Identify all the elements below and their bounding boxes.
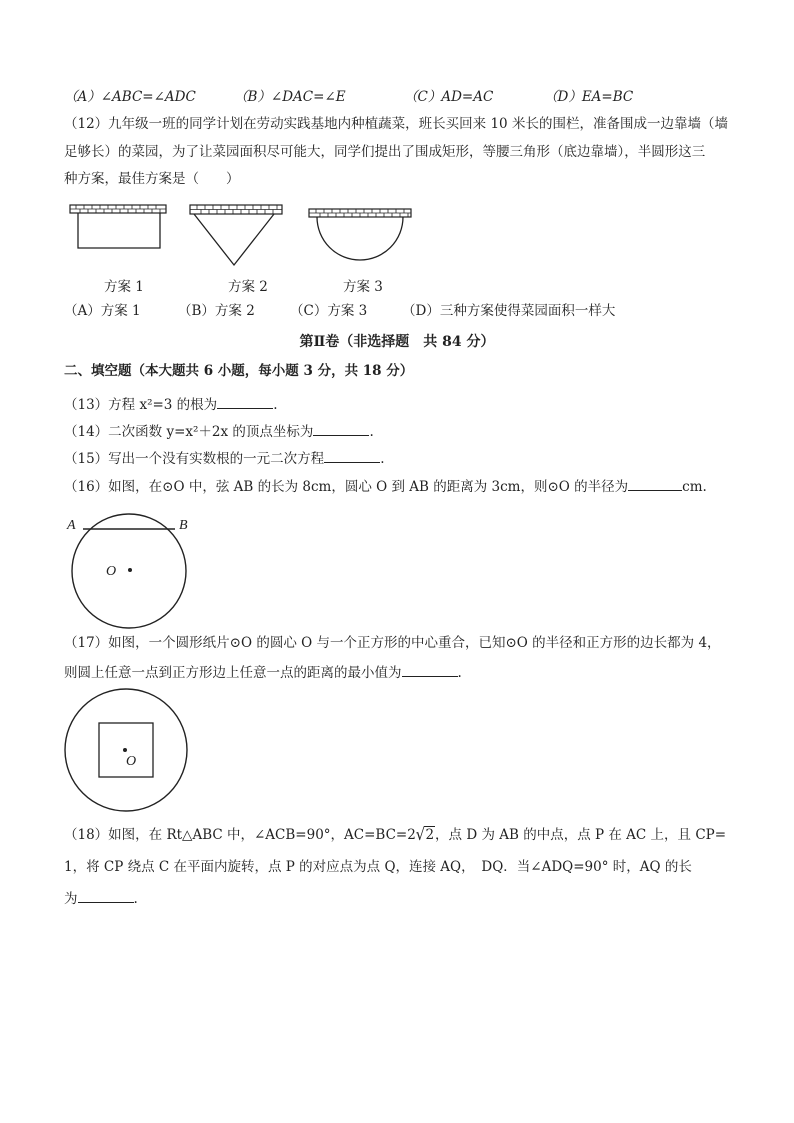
q18-text-3: 为 — [64, 891, 78, 907]
wall-3 — [309, 209, 411, 217]
q15-period: . — [380, 451, 385, 467]
q12-option-a: （A）方案 1 — [64, 303, 141, 319]
q14 — [64, 421, 374, 441]
q14-period: . — [369, 424, 374, 440]
scheme-1-caption: 方案 1 — [104, 279, 144, 295]
scheme-1-figure — [70, 203, 170, 258]
q18-line-1 — [64, 826, 726, 844]
scheme-3-caption: 方案 3 — [343, 279, 383, 295]
q17-text: 则圆上任意一点到正方形边上任意一点的距离的最小值为 — [64, 665, 402, 681]
q11-option-a: （A）∠ABC=∠ADC — [64, 89, 196, 105]
q12-option-c: （C）方案 3 — [290, 303, 368, 319]
q16-circle-figure — [62, 508, 202, 626]
q18-line-3 — [64, 888, 138, 908]
q15-text: （15）写出一个没有实数根的一元二次方程 — [64, 451, 325, 467]
q12-line-2: 足够长）的菜园，为了让菜园面积尽可能大，同学们提出了围成矩形，等腰三角形（底边靠墙），半圆形这三 — [64, 144, 706, 160]
q16-text: （16）如图，在⊙O 中，弦 AB 的长为 8cm，圆心 O 到 AB 的距离为 3cm，则⊙O 的半径为 — [64, 479, 629, 495]
q15 — [64, 448, 384, 468]
q17-label-o: O — [126, 754, 137, 769]
q11-option-b: （B）∠DAC=∠E — [234, 89, 346, 105]
q15-answer-blank[interactable] — [324, 448, 380, 463]
q11-option-d: （D）EA=BC — [544, 89, 634, 105]
q12-options — [64, 302, 615, 320]
section-2-title: 二、填空题（本大题共 6 小题，每小题 3 分，共 18 分） — [64, 363, 414, 379]
q18-text-2: ，点 D 为 AB 的中点，点 P 在 AC 上，且 CP= — [435, 827, 727, 843]
q16-answer-blank[interactable] — [628, 476, 682, 491]
q17-figure — [62, 690, 192, 816]
q16-unit: cm. — [682, 479, 707, 495]
q11-options — [64, 88, 633, 106]
q16 — [64, 476, 707, 496]
center-dot — [128, 568, 132, 572]
q18-period: . — [133, 891, 138, 907]
wall-1 — [70, 205, 166, 213]
rectangle-fence — [78, 213, 160, 248]
q13-answer-blank[interactable] — [217, 394, 273, 409]
q12-line-1: （12）九年级一班的同学计划在劳动实践基地内种植蔬菜，班长买回来 10 米长的围栏，准备围成一边靠墙（墙 — [64, 116, 728, 132]
label-b: B — [179, 518, 188, 533]
q14-answer-blank[interactable] — [313, 421, 369, 436]
q13-period: . — [273, 397, 278, 413]
scheme-2-caption: 方案 2 — [228, 279, 268, 295]
wall-2 — [190, 205, 282, 214]
triangle-fence — [194, 214, 274, 265]
q17-line-2 — [64, 662, 462, 682]
part-2-title: 第Ⅱ卷（非选择题 共 84 分） — [299, 334, 495, 350]
scheme-2-figure — [190, 203, 290, 273]
q18-line-2: 1，将 CP 绕点 C 在平面内旋转，点 P 的对应点为点 Q，连接 AQ， DQ．当∠ADQ=90° 时，AQ 的长 — [64, 859, 692, 875]
q13 — [64, 394, 277, 414]
label-o: O — [106, 564, 117, 579]
q17-answer-blank[interactable] — [402, 662, 458, 677]
q14-text: （14）二次函数 y=x²＋2x 的顶点坐标为 — [64, 424, 314, 440]
q18-text-1: （18）如图，在 Rt△ABC 中，∠ACB=90°，AC=BC= — [64, 827, 408, 843]
q13-text: （13）方程 x²=3 的根为 — [64, 397, 218, 413]
scheme-3-figure — [307, 203, 417, 278]
label-a: A — [67, 518, 76, 533]
q18-sqrt: 2√2 — [407, 825, 435, 845]
q11-option-c: （C）AD=AC — [404, 89, 494, 105]
q17-period: . — [457, 665, 462, 681]
q12-option-b: （B）方案 2 — [178, 303, 255, 319]
q17-center-dot — [123, 748, 127, 752]
q12-line-3: 种方案，最佳方案是（ ） — [64, 171, 240, 187]
q17-line-1: （17）如图，一个圆形纸片⊙O 的圆心 O 与一个正方形的中心重合，已知⊙O 的半径和正方形的边长都为 4， — [64, 635, 721, 651]
semicircle-fence — [317, 217, 403, 260]
q18-answer-blank[interactable] — [78, 888, 134, 903]
q12-option-d: （D）三种方案使得菜园面积一样大 — [402, 303, 616, 319]
